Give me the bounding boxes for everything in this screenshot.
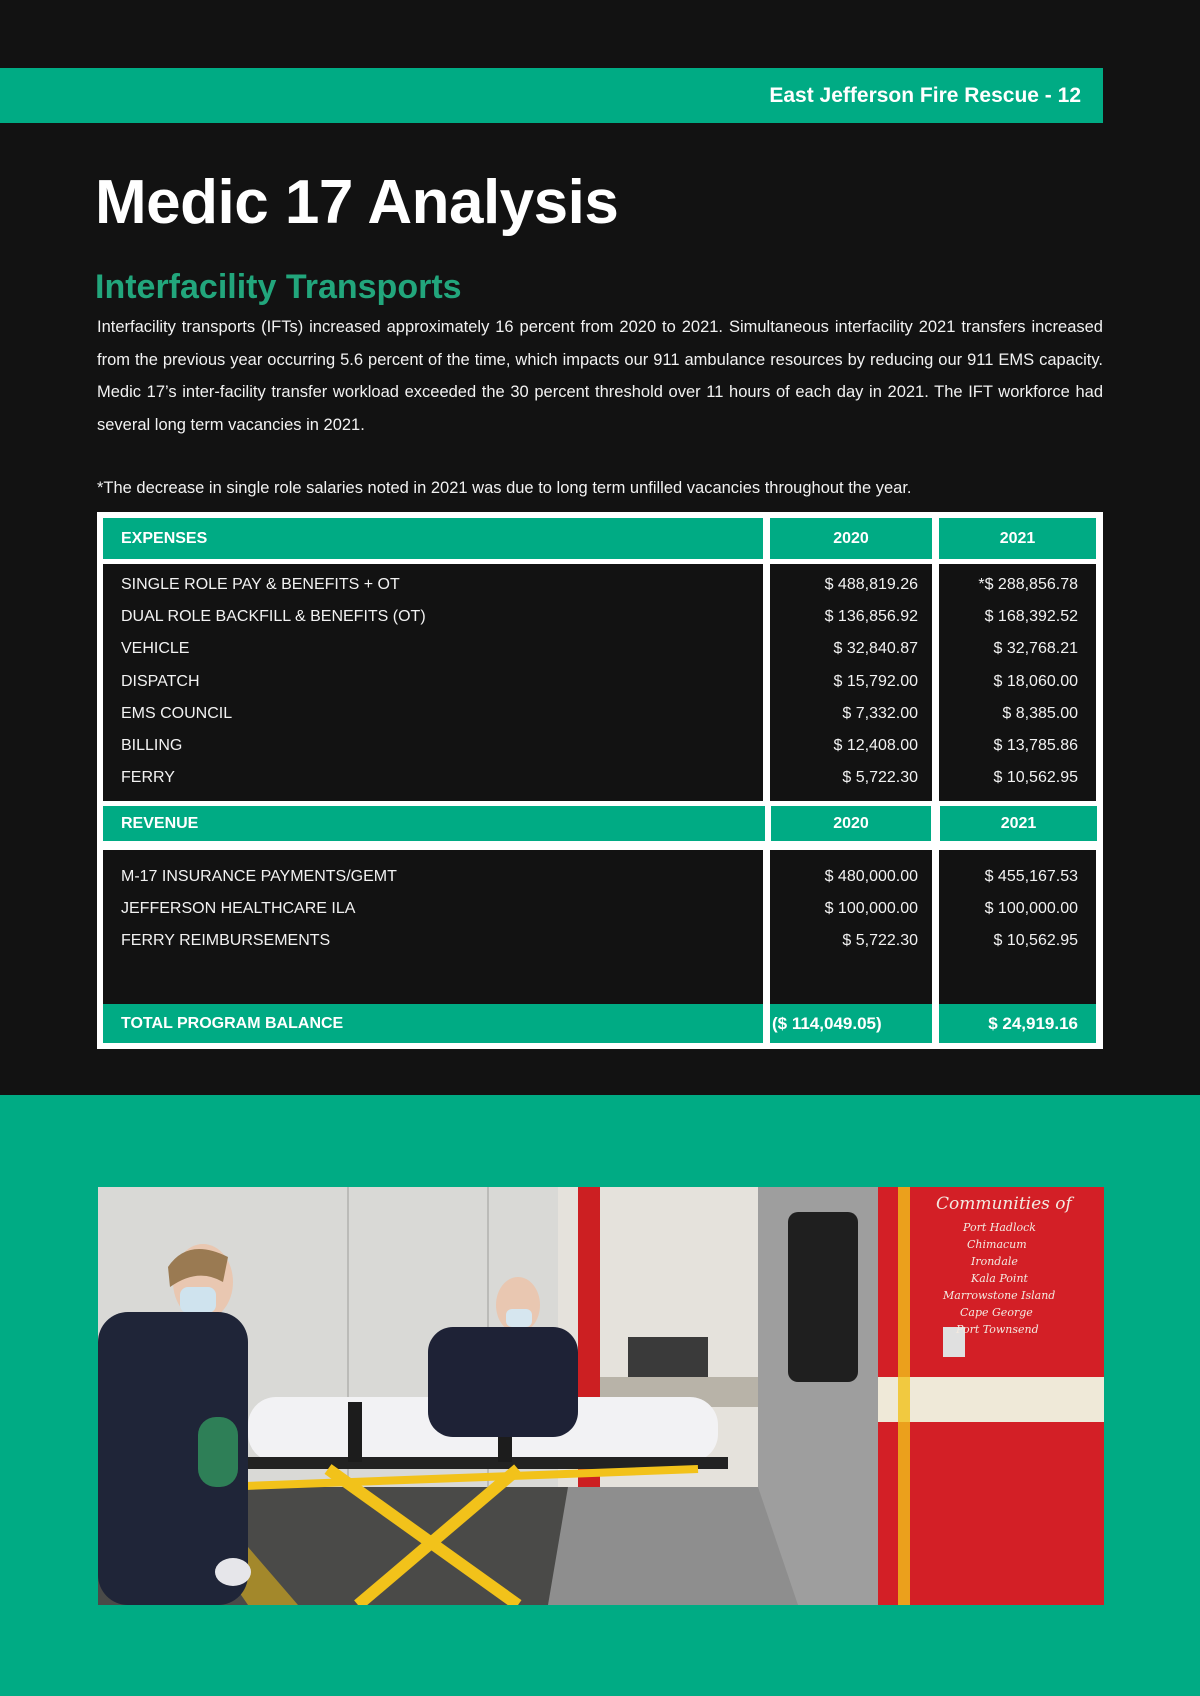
table-row-label: JEFFERSON HEALTHCARE ILA <box>121 900 356 918</box>
table-row-label: EMS COUNCIL <box>121 704 233 722</box>
table-cell-value: $ 7,332.00 <box>842 704 918 722</box>
ambulance-text-place: Port Townsend <box>956 1323 1039 1336</box>
revenue-header: REVENUE <box>103 806 765 841</box>
table-cell-value: $ 455,167.53 <box>984 868 1078 886</box>
table-cell-value: $ 8,385.00 <box>1002 704 1078 722</box>
table-row-label: FERRY <box>121 769 175 787</box>
photo-section <box>0 1095 1200 1696</box>
ambulance-text-place: Port Hadlock <box>963 1221 1036 1234</box>
table-cell-value: $ 5,722.30 <box>842 932 918 950</box>
total-label: TOTAL PROGRAM BALANCE <box>103 1004 763 1043</box>
table-cell-value: $ 168,392.52 <box>984 608 1078 626</box>
table-cell-value: $ 136,856.92 <box>824 608 918 626</box>
revenue-header-2021: 2021 <box>940 806 1097 841</box>
ambulance-text-place: Kala Point <box>971 1272 1028 1285</box>
table-cell-value: $ 12,408.00 <box>833 737 918 755</box>
revenue-2021-values <box>939 850 1096 1008</box>
table-cell-value: $ 32,768.21 <box>993 640 1078 658</box>
page-header-bar <box>0 68 1103 123</box>
table-cell-value: $ 10,562.95 <box>993 769 1078 787</box>
table-row-label: SINGLE ROLE PAY & BENEFITS + OT <box>121 576 400 594</box>
table-cell-value: $ 5,722.30 <box>842 769 918 787</box>
page-title: Medic 17 Analysis <box>95 168 619 237</box>
table-cell-value: $ 15,792.00 <box>833 672 918 690</box>
ambulance-photo <box>98 1187 1104 1605</box>
expenses-header-2020: 2020 <box>770 518 932 559</box>
revenue-labels <box>103 850 763 1008</box>
expenses-header: EXPENSES <box>103 518 763 559</box>
table-row-label: BILLING <box>121 737 183 755</box>
table-row-label: DISPATCH <box>121 672 200 690</box>
ambulance-text-heading: Communities of <box>936 1194 1072 1214</box>
table-cell-value: $ 480,000.00 <box>824 868 918 886</box>
expenses-header-2021: 2021 <box>939 518 1096 559</box>
ambulance-illustration <box>98 1187 1104 1605</box>
ambulance-text-place: Marrowstone Island <box>943 1289 1056 1302</box>
table-row-label: VEHICLE <box>121 640 190 658</box>
table-row-label: DUAL ROLE BACKFILL & BENEFITS (OT) <box>121 608 426 626</box>
body-paragraph: Interfacility transports (IFTs) increased approximately 16 percent from 2020 to 2021. Simultaneous interfacility 2021 transfers increased from the previous year occurring 5.6 percent of the time, which impacts our 911 ambulance resources by reducing our 911 EMS capacity. Medic 17’s inter-facility transfer workload exceeded the 30 percent threshold over 11 hours of each day in 2021. The IFT workforce had several long term vacancies in 2021. <box>97 318 1103 434</box>
ambulance-text-place: Chimacum <box>967 1238 1027 1251</box>
ambulance-text-place: Cape George <box>960 1306 1033 1319</box>
footnote: *The decrease in single role salaries noted in 2021 was due to long term unfilled vacancies throughout the year. <box>97 479 912 497</box>
ambulance-text-place: Irondale <box>971 1255 1018 1268</box>
table-cell-value: $ 32,840.87 <box>833 640 918 658</box>
page-header-text: East Jefferson Fire Rescue - 12 <box>769 83 1081 107</box>
table-cell-value: $ 10,562.95 <box>993 932 1078 950</box>
total-2020: ($ 114,049.05) <box>770 1004 932 1043</box>
expenses-2020-values <box>770 564 932 807</box>
total-2021: $ 24,919.16 <box>939 1004 1096 1043</box>
table-cell-value: $ 18,060.00 <box>993 672 1078 690</box>
table-row-label: FERRY REIMBURSEMENTS <box>121 932 331 950</box>
table-cell-value: *$ 288,856.78 <box>978 576 1078 594</box>
table-cell-value: $ 488,819.26 <box>824 576 918 594</box>
section-subtitle: Interfacility Transports <box>95 268 462 306</box>
expenses-2021-values <box>939 564 1096 807</box>
financial-table <box>97 512 1103 1049</box>
revenue-header-2020: 2020 <box>771 806 931 841</box>
table-cell-value: $ 100,000.00 <box>824 900 918 918</box>
table-cell-value: $ 100,000.00 <box>984 900 1078 918</box>
expenses-labels <box>103 564 763 807</box>
table-row-label: M-17 INSURANCE PAYMENTS/GEMT <box>121 868 397 886</box>
revenue-2020-values <box>770 850 932 1008</box>
table-cell-value: $ 13,785.86 <box>993 737 1078 755</box>
